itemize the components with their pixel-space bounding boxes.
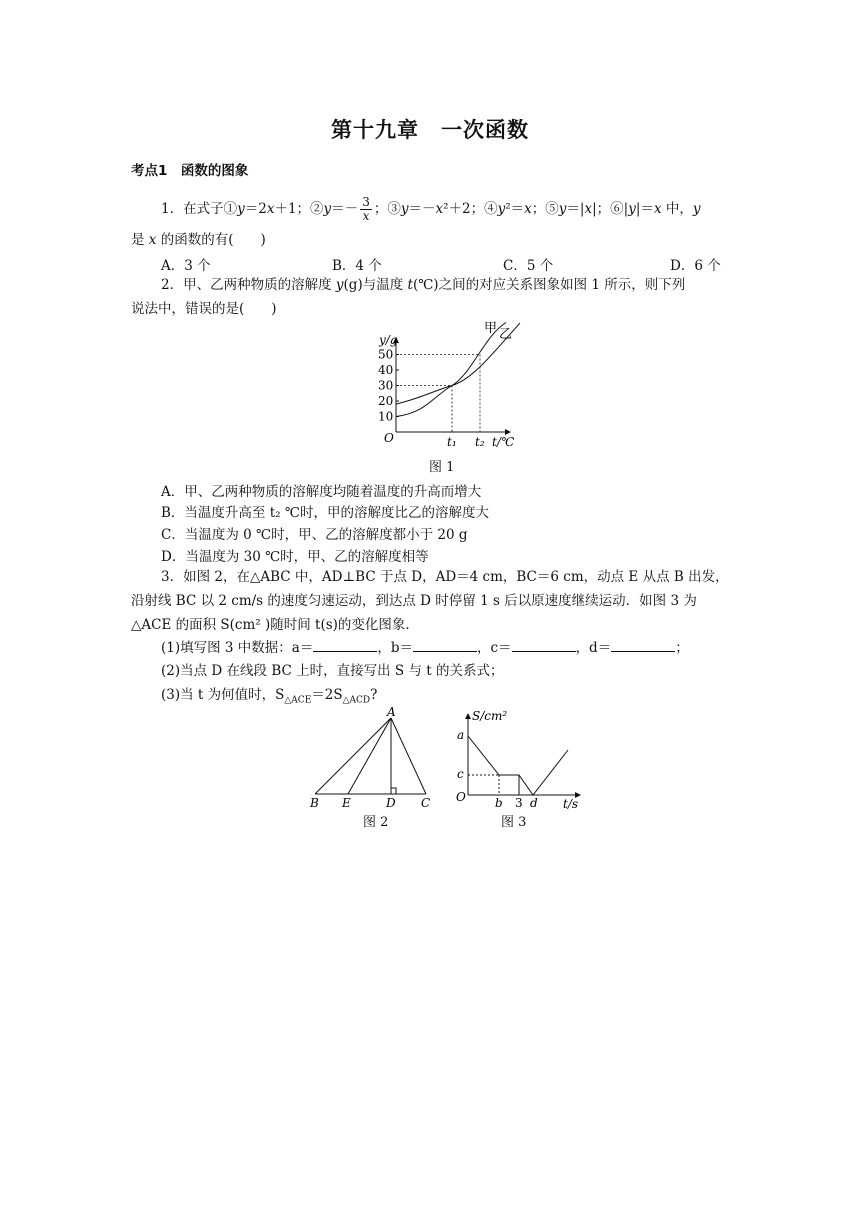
q2-option-c: C．当温度为 0 ℃时，甲、乙的溶解度都小于 20 g: [161, 527, 468, 543]
svg-text:d: d: [530, 796, 538, 810]
q1-line1: 1．在式子①y＝2x＋1；②y＝－ $\frac{3}{x}$ ；③y＝－x²＋2；④y²＝x；⑤y＝|x|；⑥|y|＝x 中，y: [161, 195, 701, 223]
series-label-yi: 乙: [499, 327, 513, 342]
q2-option-b: B．当温度升高至 t₂ ℃时，甲的溶解度比乙的溶解度大: [161, 505, 489, 521]
y-tick-label: 30: [378, 378, 394, 393]
y-tick-label: 10: [378, 409, 394, 424]
q2-option-a: A．甲、乙两种物质的溶解度均随着温度的升高而增大: [161, 484, 482, 500]
series-label-jia: 甲: [484, 321, 498, 336]
q1-line2: 是 x 的函数的有( ): [131, 232, 266, 248]
q3-sub2: (2)当点 D 在线段 BC 上时，直接写出 S 与 t 的关系式；: [161, 663, 504, 679]
svg-text:S/cm²: S/cm²: [472, 709, 508, 723]
answer-blank-d[interactable]: [611, 639, 675, 652]
x-tick-label: t₂: [475, 435, 485, 449]
svg-text:C: C: [421, 796, 431, 810]
svg-text:b: b: [495, 796, 503, 810]
solubility-chart: [360, 318, 530, 452]
series-curve-0: [396, 323, 506, 417]
y-tick-label: 50: [378, 347, 394, 362]
answer-blank-c[interactable]: [512, 639, 576, 652]
origin-label: O: [384, 431, 394, 445]
chapter-title: 第十九章 一次函数: [331, 118, 529, 142]
svg-text:O: O: [456, 790, 466, 804]
q2-line1: 2．甲、乙两种物质的溶解度 y(g)与温度 t(℃)之间的对应关系图象如图 1 所示，则下列: [161, 277, 686, 293]
y-tick-label: 40: [378, 363, 394, 377]
y-axis-label: y/g: [379, 333, 398, 347]
svg-text:D: D: [386, 796, 396, 810]
figure1-caption: 图 1: [429, 460, 455, 475]
svg-text:A: A: [387, 706, 396, 719]
figure2-caption: 图 2: [363, 815, 389, 830]
x-axis-label: t/℃: [492, 435, 515, 449]
q2-line2: 说法中，错误的是( ): [131, 301, 277, 317]
svg-text:a: a: [457, 728, 465, 742]
fraction: $\frac{3}{x}$: [362, 195, 370, 223]
area-time-graph: [452, 706, 592, 812]
figure3-caption: 图 3: [501, 815, 527, 830]
q3-sub1: (1)填写图 3 中数据：a＝ ，b＝ ，c＝ ，d＝ ；: [161, 640, 689, 656]
q1-option-d: D．6 个: [670, 258, 721, 274]
q2-option-d: D．当温度为 30 ℃时，甲、乙的溶解度相等: [161, 549, 429, 565]
x-tick-label: t₁: [447, 435, 457, 449]
svg-text:t/s: t/s: [563, 797, 579, 811]
q3-sub3: (3)当 t 为何值时，$S_{\triangle ACE}=2S_{\triangle ACD}$?: [161, 687, 378, 706]
answer-blank-a[interactable]: [313, 639, 377, 652]
q1-option-a: A．3 个: [161, 258, 211, 274]
q1-option-c: C．5 个: [503, 258, 554, 274]
svg-text:c: c: [457, 767, 464, 781]
svg-text:E: E: [342, 796, 351, 810]
q3-line1: 3．如图 2，在△ABC 中，AD⊥BC 于点 D，AD＝4 cm，BC＝6 cm，动点 E 从点 B 出发，: [161, 569, 729, 585]
q3-line3: △ACE 的面积 S(cm² )随时间 t(s)的变化图象．: [131, 617, 419, 633]
svg-text:3: 3: [515, 796, 523, 810]
q1-option-b: B．4 个: [332, 258, 382, 274]
y-tick-label: 20: [378, 394, 394, 408]
q3-line2: 沿射线 BC 以 2 cm/s 的速度匀速运动，到达点 D 时停留 1 s 后以原速度继续运动．如图 3 为: [131, 593, 697, 609]
triangle-figure: [305, 706, 445, 812]
answer-blank-b[interactable]: [413, 639, 477, 652]
section-heading: 考点1 函数的图象: [131, 163, 249, 179]
svg-text:B: B: [310, 796, 319, 810]
